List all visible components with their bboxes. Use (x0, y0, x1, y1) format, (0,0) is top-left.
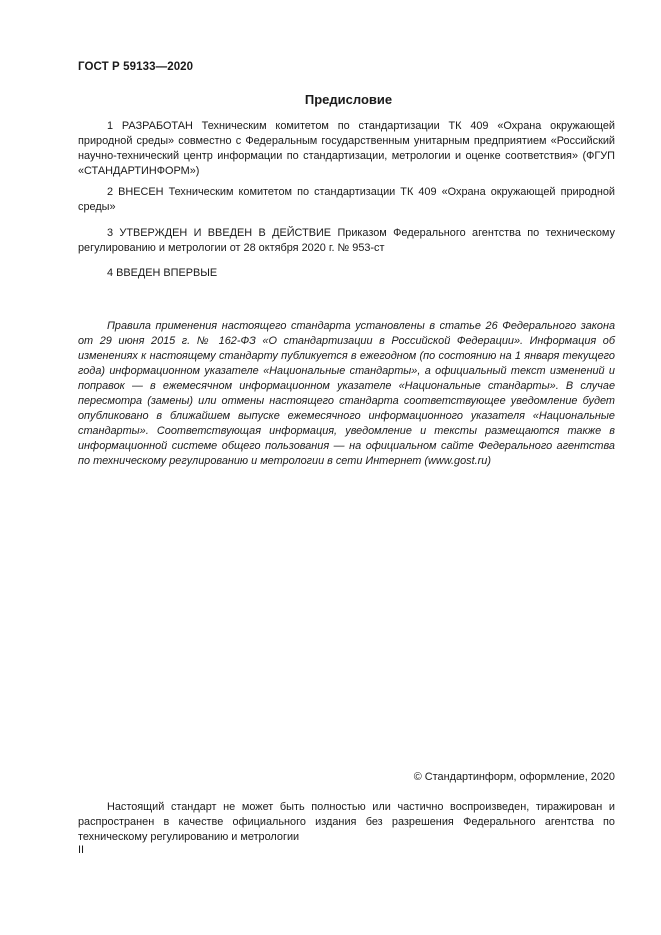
foreword-item-4 (78, 266, 615, 281)
foreword-item-1 (78, 119, 615, 179)
reproduction-note-text: Настоящий стандарт не может быть полностью или частично воспроизведен, тиражирован и распространен в качестве официального издания без разрешения Федерального агентства по техническому регулированию и метрологии (78, 801, 615, 843)
foreword-item-2 (78, 185, 615, 215)
foreword-item-text: 3 УТВЕРЖДЕН И ВВЕДЕН В ДЕЙСТВИЕ Приказом Федерального агентства по техническому регулированию и метрологии от 28 октября 2020 г. № 953-ст (78, 227, 615, 254)
reproduction-note (78, 800, 615, 845)
page-title: Предисловие (304, 92, 393, 107)
page-number: II (78, 844, 85, 856)
foreword-item-text: 2 ВНЕСЕН Техническим комитетом по стандартизации ТК 409 «Охрана окружающей природной среды» (78, 186, 615, 213)
foreword-item-text: 1 РАЗРАБОТАН Техническим комитетом по стандартизации ТК 409 «Охрана окружающей природной среды» совместно с Федеральным государственным унитарным предприятием «Российский научно-технический центр информации по стандартизации, метрологии и оценке соответствия» (ФГУП «СТАНДАРТИНФОРМ») (78, 120, 615, 177)
standard-number: ГОСТ Р 59133—2020 (78, 61, 194, 73)
foreword-item-text: 4 ВВЕДЕН ВПЕРВЫЕ (107, 267, 218, 279)
foreword-item-3 (78, 226, 615, 256)
rules-note (78, 319, 615, 469)
copyright-line: © Стандартинформ, оформление, 2020 (413, 771, 615, 783)
rules-note-text: Правила применения настоящего стандарта установлены в статье 26 Федерального закона от 29 июня 2015 г. № 162-ФЗ «О стандартизации в Российской Федерации». Информация об изменениях к настоящему стандарту публикуется в ежегодном (по состоянию на 1 января текущего года) информационном указателе «Национальные стандарты», а официальный текст изменений и поправок — в ежемесячном информационном указателе «Национальные стандарты». В случае пересмотра (замены) или отмены настоящего стандарта соответствующее уведомление будет опубликовано в ближайшем выпуске ежемесячного информационного указателя «Национальные стандарты». Соответствующая информация, уведомление и тексты размещаются также в информационной системе общего пользования — на официальном сайте Федерального агентства по техническому регулированию и метрологии в сети Интернет (www.gost.ru) (78, 320, 615, 467)
